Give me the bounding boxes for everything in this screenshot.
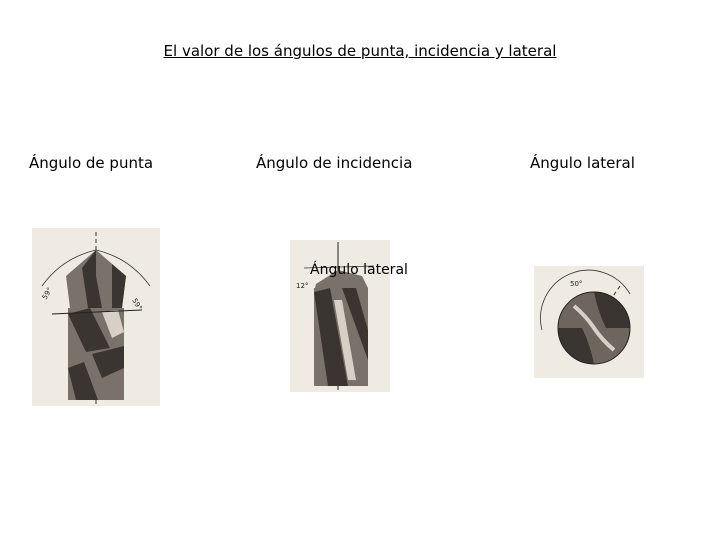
incidence-angle-annotation: 12° <box>296 282 309 290</box>
drill-lateral-angle-figure <box>534 266 644 378</box>
angulo-lateral-overlay-label: Ángulo lateral <box>310 262 408 278</box>
angle-right-annotation: 59° <box>130 297 144 312</box>
page-title: El valor de los ángulos de punta, incidencia y lateral <box>163 42 557 60</box>
drill-point-angle-figure <box>32 228 160 406</box>
label-angulo-de-punta: Ángulo de punta <box>29 154 154 172</box>
lateral-angle-annotation: 50° <box>570 280 583 288</box>
label-angulo-lateral: Ángulo lateral <box>530 154 635 172</box>
angle-left-annotation: 59° <box>40 286 54 301</box>
label-angulo-de-incidencia: Ángulo de incidencia <box>256 154 413 172</box>
